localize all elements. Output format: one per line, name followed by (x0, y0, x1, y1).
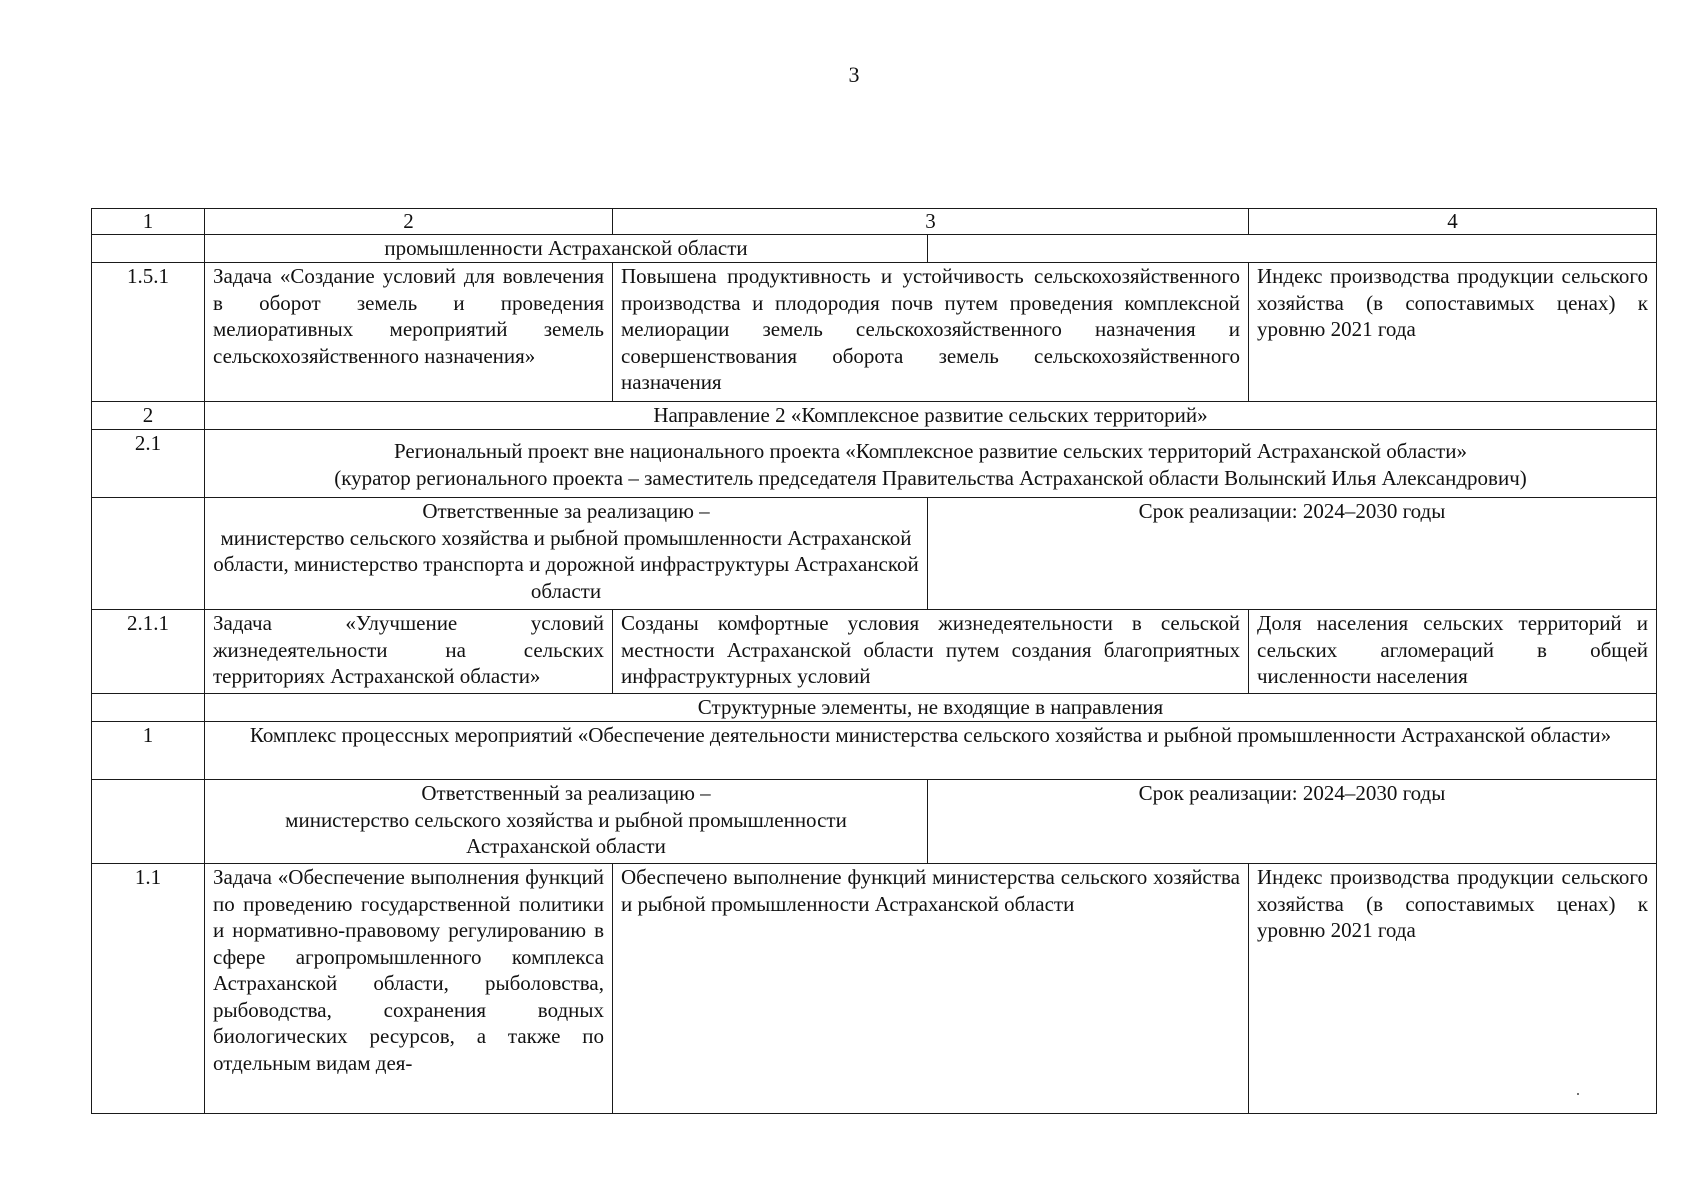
column-number-2: 2 (205, 209, 613, 235)
row-number-cell: 1.5.1 (92, 263, 205, 402)
result-cell: Обеспечено выполнение функций министерства сельского хозяйства и рыбной промышленности Астраханской области (613, 864, 1249, 1114)
row-number-cell (92, 498, 205, 610)
responsible-organizations: министерство сельского хозяйства и рыбной промышленности Астраханской области, министерство транспорта и дорожной инфраструктуры Астраханской области (213, 525, 919, 603)
continued-responsible-text: промышленности Астраханской области (205, 235, 928, 263)
responsible-cell (205, 498, 928, 610)
page-number: 3 (848, 62, 860, 87)
indicator-cell: Индекс производства продукции сельского хозяйства (в сопоставимых ценах) к уровню 2021 года (1249, 263, 1657, 402)
row-number-cell: 1 (92, 722, 205, 780)
process-complex-title: Комплекс процессных мероприятий «Обеспечение деятельности министерства сельского хозяйства и рыбной промышленности Астраханской области» (205, 722, 1657, 780)
empty-cell (928, 235, 1657, 263)
responsible-organizations: министерство сельского хозяйства и рыбной промышленности Астраханской области (285, 807, 847, 858)
direction-title: Направление 2 «Комплексное развитие сельских территорий» (205, 402, 1657, 430)
responsible-label: Ответственные за реализацию – (422, 499, 710, 523)
row-number-cell: 2.1.1 (92, 610, 205, 694)
table-row (92, 430, 1657, 498)
scan-speck (1577, 1093, 1579, 1095)
table-row (92, 864, 1657, 1114)
table-row (92, 610, 1657, 694)
indicator-cell: Доля населения сельских территорий и сельских агломераций в общей численности населения (1249, 610, 1657, 694)
section-title: Структурные элементы, не входящие в направления (205, 694, 1657, 722)
column-number-1: 1 (92, 209, 205, 235)
implementation-term: Срок реализации: 2024–2030 годы (928, 780, 1657, 864)
row-number-cell: 1.1 (92, 864, 205, 1114)
task-cell: Задача «Улучшение условий жизнедеятельности на сельских территориях Астраханской области» (205, 610, 613, 694)
table-row (92, 722, 1657, 780)
table-row (92, 235, 1657, 263)
implementation-term: Срок реализации: 2024–2030 годы (928, 498, 1657, 610)
column-numbers-row (92, 209, 1657, 235)
responsible-label: Ответственный за реализацию – (421, 781, 711, 805)
table-row (92, 498, 1657, 610)
column-number-4: 4 (1249, 209, 1657, 235)
row-number-cell: 2 (92, 402, 205, 430)
row-number-cell: 2.1 (92, 430, 205, 498)
result-cell: Созданы комфортные условия жизнедеятельности в сельской местности Астраханской области путем создания благоприятных инфраструктурных условий (613, 610, 1249, 694)
row-number-cell (92, 694, 205, 722)
table-row (92, 263, 1657, 402)
row-number-cell (92, 235, 205, 263)
program-structure-table (91, 208, 1657, 1114)
table-row (92, 402, 1657, 430)
task-cell: Задача «Обеспечение выполнения функций по проведению государственной политики и нормативно-правовому регулированию в сфере агропромышленного комплекса Астраханской области, рыболовства, рыбоводства, сохранения водных биологических ресурсов, а также по отдельным видам дея- (205, 864, 613, 1114)
indicator-cell: Индекс производства продукции сельского хозяйства (в сопоставимых ценах) к уровню 2021 года (1249, 864, 1657, 1114)
row-number-cell (92, 780, 205, 864)
column-number-3: 3 (613, 209, 1249, 235)
task-cell: Задача «Создание условий для вовлечения в оборот земель и проведения мелиоративных мероприятий земель сельскохозяйственного назначения» (205, 263, 613, 402)
result-cell: Повышена продуктивность и устойчивость сельскохозяйственного производства и плодородия почв путем проведения комплексной мелиорации земель сельскохозяйственного назначения и совершенствования оборота земель сельскохозяйственного назначения (613, 263, 1249, 402)
table-row (92, 780, 1657, 864)
table-row (92, 694, 1657, 722)
responsible-cell (205, 780, 928, 864)
regional-project-title: Региональный проект вне национального проекта «Комплексное развитие сельских территорий Астраханской области» (куратор регионального проекта – заместитель председателя Правительства Астраханской области Волынский Илья Александрович) (205, 430, 1657, 498)
